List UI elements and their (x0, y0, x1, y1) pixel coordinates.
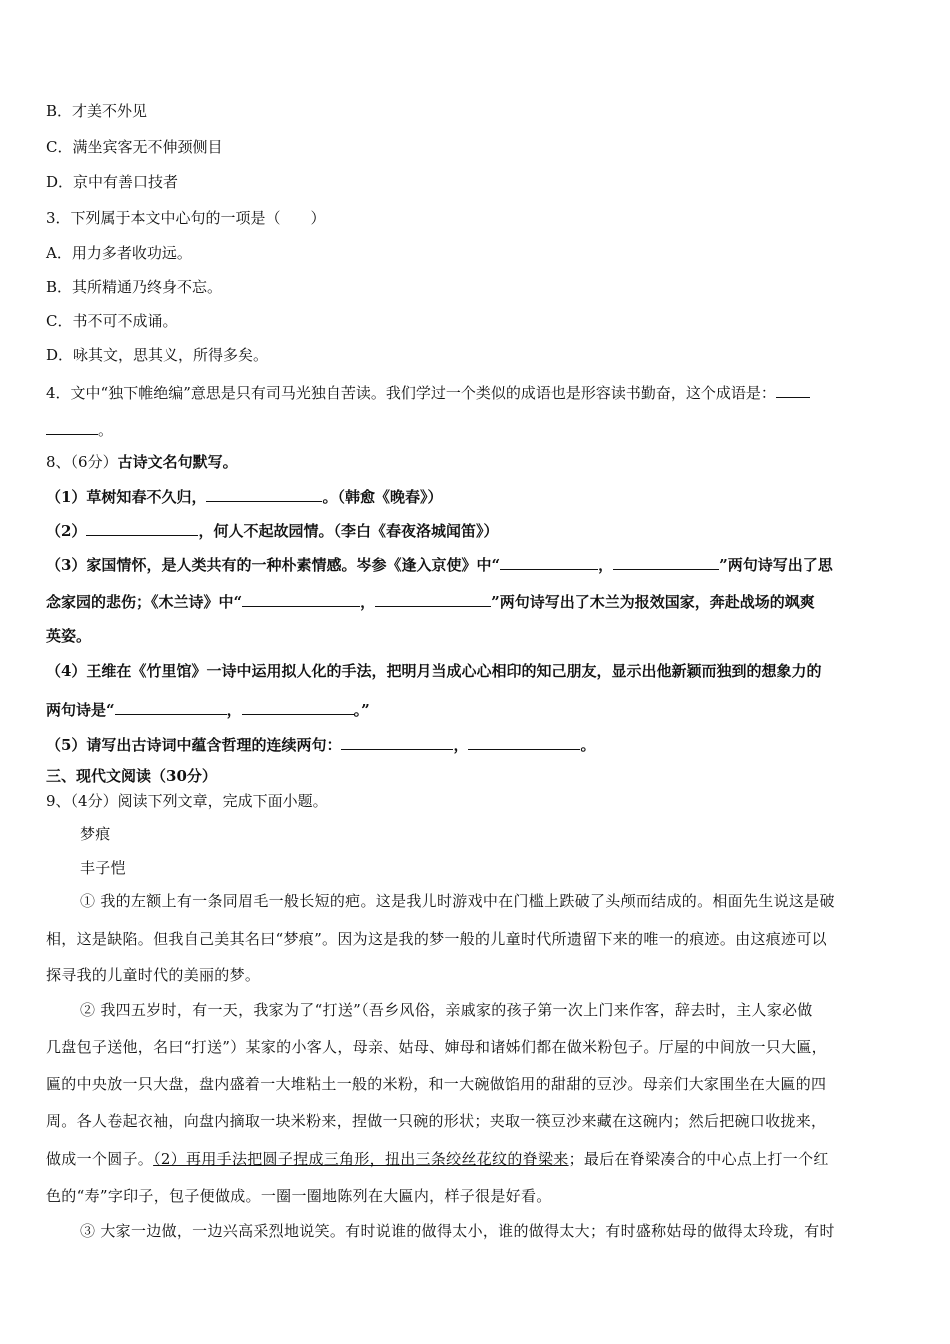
q3-option-b: B．其所精通乃终身不忘。 (46, 278, 223, 296)
answer-blank[interactable] (242, 698, 354, 715)
q2-option-d: D．京中有善口技者 (46, 173, 179, 191)
paragraph-2-line: ② 我四五岁时，有一天，我家为了“打送”（吾乡风俗，亲戚家的孩子第一次上门来作客，辞去时，主人家必做 (80, 1001, 813, 1019)
q8-item-2: （2） ，何人不起故园情。（李白《春夜洛城闻笛》） (46, 519, 498, 541)
q3-stem: 3．下列属于本文中心句的一项是（ ） (46, 209, 326, 227)
q8-item-4-line-2: 两句诗是“ ， 。” (46, 698, 370, 720)
paragraph-2-line: 几盘包子送他，名曰“打送”）某家的小客人，母亲、姑母、婶母和诸姊们都在做米粉包子。厅屋的中间放一只大匾， (46, 1038, 827, 1056)
answer-blank[interactable] (46, 418, 98, 435)
q8-item-3-line-3: 英姿。 (46, 627, 92, 645)
answer-blank[interactable] (206, 485, 322, 502)
underlined-sentence: （2）再用手法把圆子捏成三角形，扭出三条绞丝花纹的脊梁来 (153, 1150, 569, 1168)
section-3-heading: 三、现代文阅读（30分） (46, 767, 217, 785)
answer-blank[interactable] (375, 590, 491, 607)
q2-option-b: B．才美不外见 (46, 102, 148, 120)
paragraph-2-line: 周。各人卷起衣袖，向盘内摘取一块米粉来，捏做一只碗的形状；夹取一筷豆沙来藏在这碗内；然后把碗口收拢来， (46, 1112, 827, 1130)
answer-blank[interactable] (115, 698, 227, 715)
q8-item-3-line-1: （3）家国情怀，是人类共有的一种朴素情感。岑参《逢入京使》中“ ， ”两句诗写出了思 (46, 553, 833, 575)
paragraph-3-line: ③ 大家一边做，一边兴高采烈地说笑。有时说谁的做得太小，谁的做得太大；有时盛称姑母的做得太玲珑，有时 (80, 1222, 835, 1240)
answer-blank[interactable] (86, 519, 198, 536)
article-author: 丰子恺 (80, 859, 126, 877)
q3-option-d: D．咏其文，思其义，所得多矣。 (46, 346, 269, 364)
paragraph-2-line: 匾的中央放一只大盘，盘内盛着一大堆粘土一般的米粉，和一大碗做馅用的甜甜的豆沙。母亲们大家围坐在大匾的四 (46, 1075, 827, 1093)
q4-text: 4．文中“独下帷绝编”意思是只有司马光独自苦读。我们学过一个类似的成语也是形容读书勤奋，这个成语是： (46, 381, 810, 403)
q8-item-5: （5）请写出古诗词中蕴含哲理的连续两句： ， 。 (46, 733, 595, 755)
q3-option-a: A．用力多者收功远。 (46, 244, 192, 262)
q8-item-4-line-1: （4）王维在《竹里馆》一诗中运用拟人化的手法，把明月当成心心相印的知己朋友，显示出他新颖而独到的想象力的 (46, 662, 822, 680)
paragraph-1-line: 相，这是缺陷。但我自己美其名曰“梦痕”。因为这是我的梦一般的儿童时代所遗留下来的唯一的痕迹。由这痕迹可以 (46, 930, 827, 948)
answer-blank[interactable] (468, 733, 580, 750)
paragraph-1-line: ① 我的左额上有一条同眉毛一般长短的疤。这是我儿时游戏中在门槛上跌破了头颅而结成的。相面先生说这是破 (80, 892, 835, 910)
q9-heading: 9、（4分）阅读下列文章，完成下面小题。 (46, 792, 328, 810)
answer-blank[interactable] (500, 553, 598, 570)
q4-continuation: 。 (46, 418, 113, 440)
q3-option-c: C．书不可不成诵。 (46, 312, 178, 330)
q8-item-1: （1）草树知春不久归， 。（韩愈《晚春》） (46, 485, 442, 507)
paragraph-2-line: 色的“寿”字印子，包子便做成。一圈一圈地陈列在大匾内，样子很是好看。 (46, 1187, 552, 1205)
q8-item-3-line-2: 念家园的悲伤；《木兰诗》中“ ， ”两句诗写出了木兰为报效国家，奔赴战场的飒爽 (46, 590, 815, 612)
paragraph-2-line: 做成一个圆子。（2）再用手法把圆子捏成三角形，扭出三条绞丝花纹的脊梁来；最后在脊梁凑合的中心点上打一个红 (46, 1150, 829, 1168)
answer-blank[interactable] (776, 381, 810, 398)
answer-blank[interactable] (242, 590, 360, 607)
q2-option-c: C．满坐宾客无不伸颈侧目 (46, 138, 223, 156)
answer-blank[interactable] (341, 733, 453, 750)
article-title: 梦痕 (80, 825, 111, 843)
answer-blank[interactable] (613, 553, 719, 570)
paragraph-1-line: 探寻我的儿童时代的美丽的梦。 (46, 966, 261, 984)
q8-heading: 8、（6分）古诗文名句默写。 (46, 453, 238, 471)
